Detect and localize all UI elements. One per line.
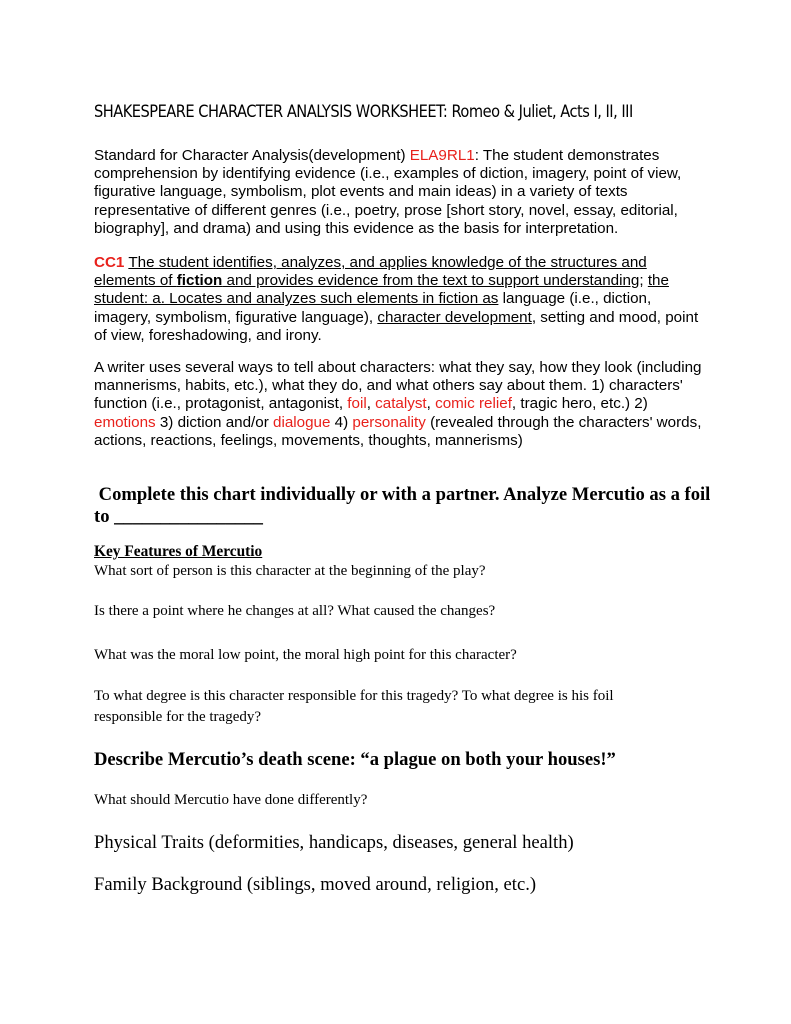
term-catalyst: catalyst — [375, 395, 427, 413]
writer-paragraph — [94, 359, 704, 450]
physical-traits-heading: Physical Traits (deformities, handicaps, diseases, general health) — [94, 832, 574, 853]
cc1-character-development: character development — [377, 308, 532, 326]
question-moral-points: What was the moral low point, the moral high point for this character? — [94, 647, 517, 663]
question-changes: Is there a point where he changes at all? What caused the changes? — [94, 603, 496, 619]
writer-text-3: 3) diction and/or — [155, 413, 273, 431]
death-scene-heading: Describe Mercutio’s death scene: “a plague on both your houses!” — [94, 749, 616, 770]
family-background-heading: Family Background (siblings, moved around, religion, etc.) — [94, 874, 537, 895]
cc1-semicolon: ; — [639, 272, 648, 290]
cc1-fiction: fiction — [176, 272, 223, 290]
key-features-heading: Key Features of Mercutio — [94, 543, 263, 560]
term-personality: personality — [352, 413, 426, 431]
question-beginning: What sort of person is this character at the beginning of the play? — [94, 563, 486, 579]
writer-sep-1: , — [366, 395, 376, 413]
cc1-part2: and provides evidence from the text to support understanding — [222, 272, 640, 290]
question-responsibility: To what degree is this character responsible for this tragedy? To what degree is his foil responsible for the tragedy? — [94, 688, 614, 725]
cc1-paragraph — [94, 254, 704, 345]
writer-text-5: (revealed through the characters' words, actions, reactions, feelings, movements, thoughts, mannerisms) — [94, 413, 702, 449]
question-done-differently: What should Mercutio have done differently? — [94, 792, 368, 808]
term-emotions: emotions — [94, 413, 156, 431]
writer-sep-2: , — [426, 395, 436, 413]
writer-text-1: A writer uses several ways to tell about characters: what they say, how they look (including mannerisms, habits, etc.), what they do, and what others say about them. 1) characters' function (i.e., protagonist, antagonist, — [94, 359, 702, 413]
cc1-part1: The student identifies, analyzes, and applies knowledge of the structures and elements of — [94, 254, 647, 290]
cc1-part3: the student: a. Locates and analyzes such elements in fiction as — [94, 272, 669, 308]
cc1-part5: , setting and mood, point of view, foreshadowing, and irony. — [94, 308, 699, 344]
instruction-heading: Complete this chart individually or with a partner. Analyze Mercutio as a foil to ________________ — [94, 484, 715, 527]
cc1-code: CC1 — [94, 254, 125, 271]
term-comic-relief: comic relief — [435, 395, 512, 413]
page-title: SHAKESPEARE CHARACTER ANALYSIS WORKSHEET: Romeo & Juliet, Acts I, II, III — [94, 102, 633, 122]
cc1-part4: language (i.e., diction, imagery, symbolism, figurative language), — [94, 290, 652, 326]
standard-intro: Standard for Character Analysis(development) — [94, 147, 410, 164]
standard-text: : The student demonstrates comprehension by identifying evidence (i.e., examples of diction, imagery, point of view, figurative language, symbolism, plot events and main ideas) in a variety of texts representative of different genres (i.e., poetry, prose [short story, novel, essay, editorial, biography], and drama) and using this evidence as the basis for interpretation. — [94, 147, 682, 237]
standard-paragraph — [94, 147, 704, 238]
writer-text-4: 4) — [330, 413, 353, 431]
term-dialogue: dialogue — [273, 413, 331, 431]
standard-code: ELA9RL1 — [409, 147, 475, 164]
term-foil: foil — [347, 395, 367, 413]
writer-text-2: , tragic hero, etc.) 2) — [511, 395, 648, 413]
